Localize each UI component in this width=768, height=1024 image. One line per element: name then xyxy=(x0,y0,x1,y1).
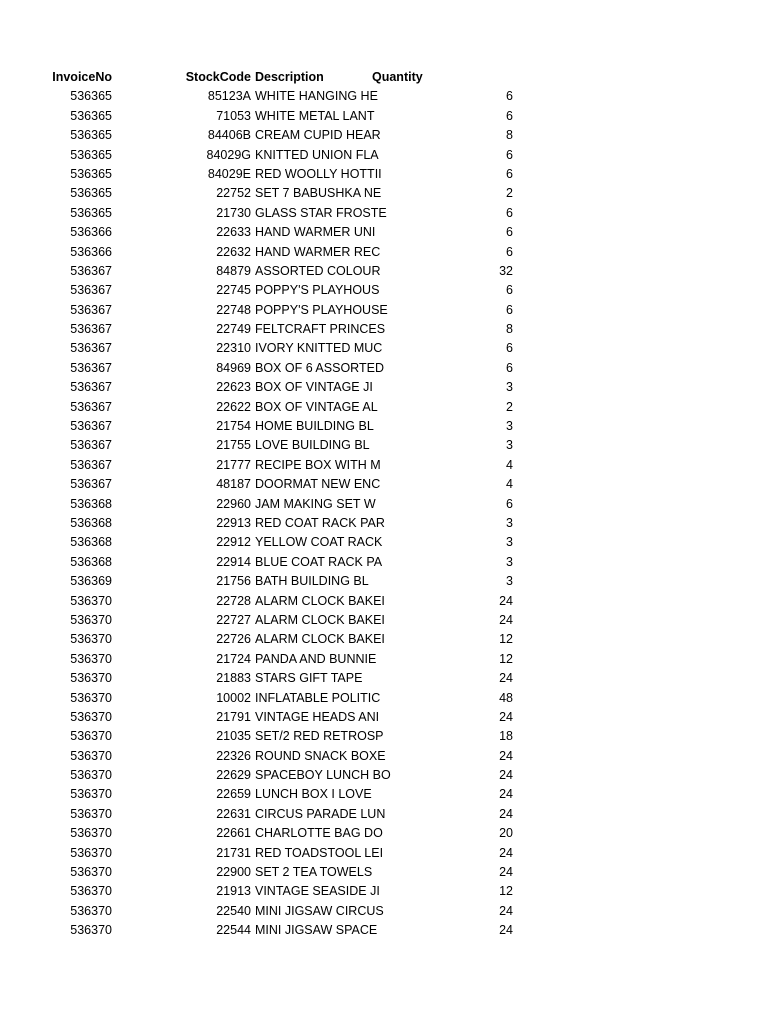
table-row xyxy=(0,766,768,785)
quantity-cell[interactable]: 24 xyxy=(499,709,513,724)
invoice-cell[interactable]: 536368 xyxy=(70,535,112,550)
stock-code-cell[interactable]: 85123A xyxy=(207,89,251,104)
quantity-cell[interactable]: 48 xyxy=(499,690,513,705)
header-row xyxy=(0,68,768,87)
description-cell[interactable]: CIRCUS PARADE LUN xyxy=(255,806,386,821)
header-quantity[interactable]: Quantity xyxy=(372,70,423,84)
table-row xyxy=(0,475,768,494)
description-cell[interactable]: ASSORTED COLOUR xyxy=(255,263,381,278)
table-row xyxy=(0,921,768,940)
stock-code-cell[interactable]: 22752 xyxy=(216,186,251,201)
quantity-cell[interactable]: 12 xyxy=(499,651,513,666)
stock-code-cell[interactable]: 22659 xyxy=(216,787,251,802)
invoice-cell[interactable]: 536367 xyxy=(70,283,112,298)
description-cell[interactable]: BOX OF VINTAGE AL xyxy=(255,399,378,414)
invoice-cell[interactable]: 536370 xyxy=(70,787,112,802)
table-row xyxy=(0,844,768,863)
invoice-cell[interactable]: 536365 xyxy=(70,128,112,143)
quantity-cell[interactable]: 24 xyxy=(499,671,513,686)
table-row xyxy=(0,436,768,455)
invoice-cell[interactable]: 536365 xyxy=(70,108,112,123)
description-cell[interactable]: SPACEBOY LUNCH BO xyxy=(255,768,391,783)
stock-code-cell[interactable]: 22540 xyxy=(216,903,251,918)
table-row xyxy=(0,747,768,766)
stock-code-cell[interactable]: 22913 xyxy=(216,515,251,530)
description-cell[interactable]: RECIPE BOX WITH M xyxy=(255,457,381,472)
invoice-cell[interactable]: 536370 xyxy=(70,709,112,724)
stock-code-cell[interactable]: 21883 xyxy=(216,671,251,686)
quantity-cell[interactable]: 4 xyxy=(506,477,513,492)
stock-code-cell[interactable]: 22629 xyxy=(216,768,251,783)
quantity-cell[interactable]: 6 xyxy=(506,225,513,240)
invoice-cell[interactable]: 536367 xyxy=(70,438,112,453)
quantity-cell[interactable]: 4 xyxy=(506,457,513,472)
table-row xyxy=(0,320,768,339)
table-row xyxy=(0,184,768,203)
quantity-cell[interactable]: 6 xyxy=(506,496,513,511)
invoice-cell[interactable]: 536370 xyxy=(70,748,112,763)
stock-code-cell[interactable]: 22726 xyxy=(216,632,251,647)
description-cell[interactable]: CREAM CUPID HEAR xyxy=(255,128,381,143)
stock-code-cell[interactable]: 22310 xyxy=(216,341,251,356)
quantity-cell[interactable]: 18 xyxy=(499,729,513,744)
invoice-cell[interactable]: 536370 xyxy=(70,671,112,686)
table-row xyxy=(0,650,768,669)
stock-code-cell[interactable]: 22912 xyxy=(216,535,251,550)
stock-code-cell[interactable]: 22633 xyxy=(216,225,251,240)
quantity-cell[interactable]: 6 xyxy=(506,341,513,356)
table-row xyxy=(0,456,768,475)
table-row xyxy=(0,165,768,184)
stock-code-cell[interactable]: 22326 xyxy=(216,748,251,763)
header-description[interactable]: Description xyxy=(255,70,324,84)
stock-code-cell[interactable]: 22661 xyxy=(216,826,251,841)
description-cell[interactable]: PANDA AND BUNNIE xyxy=(255,651,377,666)
invoice-cell[interactable]: 536370 xyxy=(70,884,112,899)
quantity-cell[interactable]: 6 xyxy=(506,108,513,123)
table-row xyxy=(0,146,768,165)
quantity-cell[interactable]: 6 xyxy=(506,283,513,298)
stock-code-cell[interactable]: 21791 xyxy=(216,709,251,724)
stock-code-cell[interactable]: 22727 xyxy=(216,612,251,627)
description-cell[interactable]: BATH BUILDING BL xyxy=(255,574,369,589)
quantity-cell[interactable]: 3 xyxy=(506,419,513,434)
stock-code-cell[interactable]: 21754 xyxy=(216,419,251,434)
invoice-cell[interactable]: 536367 xyxy=(70,399,112,414)
stock-code-cell[interactable]: 22745 xyxy=(216,283,251,298)
table-row xyxy=(0,902,768,921)
quantity-cell[interactable]: 12 xyxy=(499,884,513,899)
invoice-cell[interactable]: 536370 xyxy=(70,865,112,880)
quantity-cell[interactable]: 24 xyxy=(499,845,513,860)
table-row xyxy=(0,805,768,824)
table-row xyxy=(0,669,768,688)
description-cell[interactable]: CHARLOTTE BAG DO xyxy=(255,826,383,841)
invoice-cell[interactable]: 536370 xyxy=(70,826,112,841)
description-cell[interactable]: MINI JIGSAW CIRCUS xyxy=(255,903,384,918)
invoice-cell[interactable]: 536365 xyxy=(70,205,112,220)
quantity-cell[interactable]: 3 xyxy=(506,438,513,453)
table-row xyxy=(0,301,768,320)
description-cell[interactable]: MINI JIGSAW SPACE xyxy=(255,923,378,938)
invoice-cell[interactable]: 536370 xyxy=(70,923,112,938)
invoice-cell[interactable]: 536370 xyxy=(70,690,112,705)
description-cell[interactable]: POPPY'S PLAYHOUS xyxy=(255,283,380,298)
invoice-cell[interactable]: 536365 xyxy=(70,166,112,181)
table-row xyxy=(0,339,768,358)
description-cell[interactable]: RED COAT RACK PAR xyxy=(255,515,385,530)
table-row xyxy=(0,126,768,145)
header-invoice-no[interactable]: InvoiceNo xyxy=(52,70,112,84)
table-row xyxy=(0,689,768,708)
invoice-cell[interactable]: 536370 xyxy=(70,651,112,666)
description-cell[interactable]: SET/2 RED RETROSP xyxy=(255,729,384,744)
quantity-cell[interactable]: 6 xyxy=(506,166,513,181)
quantity-cell[interactable]: 3 xyxy=(506,535,513,550)
stock-code-cell[interactable]: 22623 xyxy=(216,380,251,395)
description-cell[interactable]: ROUND SNACK BOXE xyxy=(255,748,386,763)
description-cell[interactable]: WHITE HANGING HE xyxy=(255,89,378,104)
invoice-cell[interactable]: 536370 xyxy=(70,768,112,783)
table-row xyxy=(0,863,768,882)
invoice-cell[interactable]: 536365 xyxy=(70,89,112,104)
quantity-cell[interactable]: 6 xyxy=(506,302,513,317)
table-row xyxy=(0,281,768,300)
table-row xyxy=(0,107,768,126)
quantity-cell[interactable]: 3 xyxy=(506,554,513,569)
description-cell[interactable]: RED TOADSTOOL LEI xyxy=(255,845,384,860)
quantity-cell[interactable]: 8 xyxy=(506,128,513,143)
stock-code-cell[interactable]: 22960 xyxy=(216,496,251,511)
description-cell[interactable]: RED WOOLLY HOTTII xyxy=(255,166,382,181)
table-row xyxy=(0,359,768,378)
table-row xyxy=(0,533,768,552)
description-cell[interactable]: JAM MAKING SET W xyxy=(255,496,376,511)
stock-code-cell[interactable]: 22632 xyxy=(216,244,251,259)
table-row xyxy=(0,553,768,572)
description-cell[interactable]: VINTAGE SEASIDE JI xyxy=(255,884,380,899)
stock-code-cell[interactable]: 21913 xyxy=(216,884,251,899)
invoice-cell[interactable]: 536370 xyxy=(70,845,112,860)
quantity-cell[interactable]: 6 xyxy=(506,205,513,220)
description-cell[interactable]: HOME BUILDING BL xyxy=(255,419,374,434)
description-cell[interactable]: BLUE COAT RACK PA xyxy=(255,554,383,569)
table-row xyxy=(0,630,768,649)
stock-code-cell[interactable]: 22914 xyxy=(216,554,251,569)
quantity-cell[interactable]: 6 xyxy=(506,360,513,375)
invoice-cell[interactable]: 536370 xyxy=(70,593,112,608)
description-cell[interactable]: ALARM CLOCK BAKEI xyxy=(255,632,385,647)
invoice-cell[interactable]: 536367 xyxy=(70,302,112,317)
table-row xyxy=(0,592,768,611)
quantity-cell[interactable]: 2 xyxy=(506,186,513,201)
description-cell[interactable]: STARS GIFT TAPE xyxy=(255,671,363,686)
invoice-cell[interactable]: 536370 xyxy=(70,632,112,647)
quantity-cell[interactable]: 3 xyxy=(506,515,513,530)
description-cell[interactable]: BOX OF VINTAGE JI xyxy=(255,380,373,395)
spreadsheet xyxy=(0,68,768,941)
quantity-cell[interactable]: 24 xyxy=(499,612,513,627)
invoice-cell[interactable]: 536367 xyxy=(70,322,112,337)
stock-code-cell[interactable]: 48187 xyxy=(216,477,251,492)
quantity-cell[interactable]: 24 xyxy=(499,806,513,821)
stock-code-cell[interactable]: 71053 xyxy=(216,108,251,123)
description-cell[interactable]: SET 7 BABUSHKA NE xyxy=(255,186,382,201)
description-cell[interactable]: WHITE METAL LANT xyxy=(255,108,375,123)
table-row xyxy=(0,204,768,223)
quantity-cell[interactable]: 20 xyxy=(499,826,513,841)
stock-code-cell[interactable]: 22749 xyxy=(216,322,251,337)
invoice-cell[interactable]: 536370 xyxy=(70,612,112,627)
table-row xyxy=(0,611,768,630)
quantity-cell[interactable]: 24 xyxy=(499,903,513,918)
invoice-cell[interactable]: 536365 xyxy=(70,147,112,162)
header-stock-code[interactable]: StockCode xyxy=(185,70,251,84)
table-row xyxy=(0,708,768,727)
description-cell[interactable]: IVORY KNITTED MUC xyxy=(255,341,383,356)
table-row xyxy=(0,262,768,281)
description-cell[interactable]: LUNCH BOX I LOVE xyxy=(255,787,372,802)
stock-code-cell[interactable]: 21777 xyxy=(216,457,251,472)
stock-code-cell[interactable]: 21731 xyxy=(216,845,251,860)
quantity-cell[interactable]: 32 xyxy=(499,263,513,278)
stock-code-cell[interactable]: 21035 xyxy=(216,729,251,744)
table-row xyxy=(0,243,768,262)
quantity-cell[interactable]: 24 xyxy=(499,787,513,802)
invoice-cell[interactable]: 536367 xyxy=(70,341,112,356)
description-cell[interactable]: KNITTED UNION FLA xyxy=(255,147,379,162)
stock-code-cell[interactable]: 22900 xyxy=(216,865,251,880)
table-row xyxy=(0,785,768,804)
stock-code-cell[interactable]: 84029G xyxy=(206,147,251,162)
table-body xyxy=(0,87,768,940)
stock-code-cell[interactable]: 22631 xyxy=(216,806,251,821)
table-row xyxy=(0,727,768,746)
invoice-cell[interactable]: 536367 xyxy=(70,419,112,434)
table-row xyxy=(0,572,768,591)
stock-code-cell[interactable]: 22748 xyxy=(216,302,251,317)
stock-code-cell[interactable]: 84029E xyxy=(207,166,251,181)
quantity-cell[interactable]: 8 xyxy=(506,322,513,337)
quantity-cell[interactable]: 24 xyxy=(499,593,513,608)
invoice-cell[interactable]: 536368 xyxy=(70,515,112,530)
table-row xyxy=(0,378,768,397)
quantity-cell[interactable]: 12 xyxy=(499,632,513,647)
quantity-cell[interactable]: 6 xyxy=(506,147,513,162)
stock-code-cell[interactable]: 22622 xyxy=(216,399,251,414)
stock-code-cell[interactable]: 84879 xyxy=(216,263,251,278)
table-row xyxy=(0,514,768,533)
description-cell[interactable]: DOORMAT NEW ENC xyxy=(255,477,381,492)
invoice-cell[interactable]: 536367 xyxy=(70,457,112,472)
quantity-cell[interactable]: 24 xyxy=(499,748,513,763)
table-row xyxy=(0,417,768,436)
stock-code-cell[interactable]: 10002 xyxy=(216,690,251,705)
quantity-cell[interactable]: 24 xyxy=(499,923,513,938)
invoice-cell[interactable]: 536367 xyxy=(70,477,112,492)
description-cell[interactable]: GLASS STAR FROSTE xyxy=(255,205,387,220)
quantity-cell[interactable]: 6 xyxy=(506,89,513,104)
description-cell[interactable]: YELLOW COAT RACK xyxy=(255,535,383,550)
table-row xyxy=(0,398,768,417)
quantity-cell[interactable]: 3 xyxy=(506,574,513,589)
stock-code-cell[interactable]: 21724 xyxy=(216,651,251,666)
stock-code-cell[interactable]: 22544 xyxy=(216,923,251,938)
invoice-cell[interactable]: 536370 xyxy=(70,903,112,918)
description-cell[interactable]: ALARM CLOCK BAKEI xyxy=(255,612,385,627)
table-row xyxy=(0,882,768,901)
description-cell[interactable]: LOVE BUILDING BL xyxy=(255,438,370,453)
stock-code-cell[interactable]: 84406B xyxy=(207,128,251,143)
invoice-cell[interactable]: 536366 xyxy=(70,244,112,259)
description-cell[interactable]: HAND WARMER UNI xyxy=(255,225,376,240)
quantity-cell[interactable]: 24 xyxy=(499,865,513,880)
invoice-cell[interactable]: 536367 xyxy=(70,380,112,395)
stock-code-cell[interactable]: 22728 xyxy=(216,593,251,608)
description-cell[interactable]: VINTAGE HEADS ANI xyxy=(255,709,380,724)
table-row xyxy=(0,223,768,242)
quantity-cell[interactable]: 24 xyxy=(499,768,513,783)
stock-code-cell[interactable]: 21756 xyxy=(216,574,251,589)
description-cell[interactable]: INFLATABLE POLITIC xyxy=(255,690,381,705)
invoice-cell[interactable]: 536367 xyxy=(70,360,112,375)
invoice-cell[interactable]: 536369 xyxy=(70,574,112,589)
quantity-cell[interactable]: 3 xyxy=(506,380,513,395)
invoice-cell[interactable]: 536366 xyxy=(70,225,112,240)
stock-code-cell[interactable]: 21730 xyxy=(216,205,251,220)
description-cell[interactable]: SET 2 TEA TOWELS xyxy=(255,865,373,880)
table-row xyxy=(0,824,768,843)
invoice-cell[interactable]: 536370 xyxy=(70,729,112,744)
quantity-cell[interactable]: 2 xyxy=(506,399,513,414)
stock-code-cell[interactable]: 84969 xyxy=(216,360,251,375)
description-cell[interactable]: POPPY'S PLAYHOUSE xyxy=(255,302,388,317)
table-row xyxy=(0,495,768,514)
invoice-cell[interactable]: 536365 xyxy=(70,186,112,201)
description-cell[interactable]: HAND WARMER REC xyxy=(255,244,381,259)
invoice-cell[interactable]: 536368 xyxy=(70,554,112,569)
description-cell[interactable]: BOX OF 6 ASSORTED xyxy=(255,360,384,375)
quantity-cell[interactable]: 6 xyxy=(506,244,513,259)
invoice-cell[interactable]: 536370 xyxy=(70,806,112,821)
invoice-cell[interactable]: 536367 xyxy=(70,263,112,278)
description-cell[interactable]: FELTCRAFT PRINCES xyxy=(255,322,386,337)
description-cell[interactable]: ALARM CLOCK BAKEI xyxy=(255,593,385,608)
table-row xyxy=(0,87,768,106)
stock-code-cell[interactable]: 21755 xyxy=(216,438,251,453)
invoice-cell[interactable]: 536368 xyxy=(70,496,112,511)
